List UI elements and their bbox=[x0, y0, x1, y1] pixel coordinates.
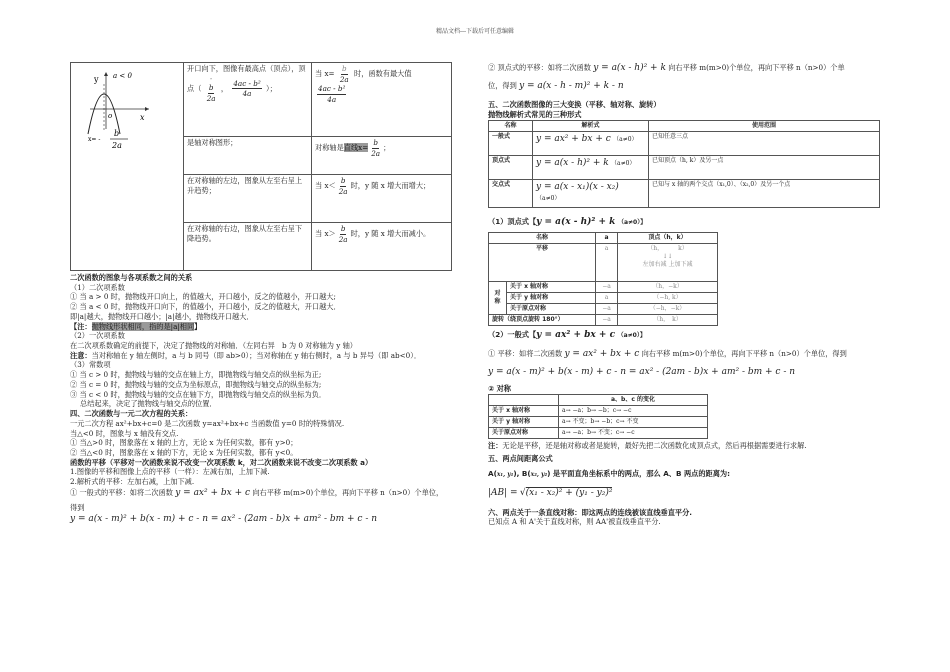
graph-y-axis-label: y bbox=[94, 75, 99, 84]
row1-right-cell bbox=[312, 63, 452, 137]
distance-formula: |AB| = √(x₁ - x₂)² + (y₁ - y₂)² bbox=[488, 488, 613, 499]
left-body bbox=[70, 273, 452, 525]
form-intercept-use: 已知与 x 轴的两个交点（x₁,0）、（x₂,0）及另一个点 bbox=[649, 179, 880, 207]
vt-row-translate-v: （h， k） ↓↓ 左加右减 上加下减 bbox=[618, 244, 718, 282]
vt-row-xsym-v: （h，−k） bbox=[618, 282, 718, 293]
row3-right-cell bbox=[312, 175, 452, 223]
vertex-trans-line-2: 位，得到 y = a(x - h - m)² + k - n bbox=[488, 81, 624, 92]
vt-group-sym: 对称 bbox=[489, 282, 507, 315]
eq-line-2: 当△<0 时，图象与 x 轴没有交点. bbox=[70, 428, 179, 438]
section-title-translation: 函数的平移（平移对一次函数来说不改变一次项系数 k，对二次函数来说不改变二次项系数 a） bbox=[70, 457, 373, 467]
trans-line-2: 2.解析式的平移：左加右减，上加下减. bbox=[70, 477, 195, 487]
vt-row-osym-v: （−h，−k） bbox=[618, 304, 718, 315]
row4-right-b: 时，y 随 x 增大而减小。 bbox=[350, 229, 431, 239]
vt-row-translate: 平移 bbox=[489, 244, 596, 282]
graph-axis-den: 2a bbox=[112, 141, 122, 150]
row1-right-b: 时，函数有最大值 bbox=[354, 69, 412, 79]
page-header: 精品文档---下载后可任意编辑 bbox=[435, 28, 515, 35]
vt-row-xsym: 关于 x 轴对称 bbox=[507, 282, 596, 293]
vt-row-ysym-v: （−h, k） bbox=[618, 293, 718, 304]
vt-row-ysym: 关于 y 轴对称 bbox=[507, 293, 596, 304]
st-row-y-v: a→ 不变；b→ −b；c→ 不变 bbox=[559, 416, 708, 427]
symmetric-points-line: 已知点 A 和 A'关于直线对称，则 AA'被直线垂直平分. bbox=[488, 517, 661, 527]
st-row-o-v: a→ −a；b→ 不变；c→ −c bbox=[559, 427, 708, 438]
section-title-transforms: 五、二次函数图像的三大变换（平移、轴对称、旋转） bbox=[488, 100, 661, 110]
row1-text: 开口向下，图像有最高点（顶点），顶点（ bbox=[187, 64, 306, 93]
transform-note: 注：无论是平移，还是轴对称或者是旋转，最好先把二次函数化成顶点式，然后再根据需要进行求解. bbox=[488, 440, 807, 450]
max-y-fraction: $\frac{\text{4ac - b²}}{4a}$ bbox=[318, 84, 346, 105]
form-intercept-name: 交点式 bbox=[489, 179, 533, 207]
vertex-trans-line-1: ② 顶点式的平移：如将二次函数 y = a(x - h)² + k 向右平移 m(m>0)个单位，再向下平移 n（n>0）个单 bbox=[488, 63, 845, 73]
parabola-property-table bbox=[70, 62, 452, 271]
form-intercept-expr: y = a(x - x₁)(x - x₂) （a≠0） bbox=[533, 179, 649, 207]
st-row-x-v: a→ −a；b→ −b；c→ −c bbox=[559, 405, 708, 416]
right-column bbox=[488, 62, 880, 527]
st-head-empty bbox=[489, 394, 559, 405]
vt-head-a: a bbox=[596, 232, 618, 243]
vt-head-vertex: 顶点（h，k） bbox=[618, 232, 718, 243]
vt-row-osym-a: −a bbox=[596, 304, 618, 315]
vertex-y-fraction: $\frac{\text{4ac - b²}}{4a}$ bbox=[233, 78, 261, 99]
section-title-symmetric-points: 六、两点关于一条直线对称：即这两点的连线被该直线垂直平分. bbox=[488, 507, 692, 517]
subsection-constant: （3）常数项 bbox=[70, 360, 111, 370]
graph-axis-prefix: x= - bbox=[88, 136, 101, 143]
st-row-o: 关于原点对称 bbox=[489, 427, 559, 438]
form-general-expr: y = ax² + bx + c （a≠0） bbox=[533, 131, 649, 155]
forms-head-use: 使用范围 bbox=[649, 120, 880, 131]
graph-x-axis-label: x bbox=[140, 113, 145, 122]
axis-fraction: $\frac{b}{2a}$ bbox=[371, 138, 381, 158]
vt-row-translate-a: a bbox=[596, 244, 618, 282]
vt-row-rotate-a: −a bbox=[596, 315, 618, 326]
row1-left-cell bbox=[184, 63, 312, 137]
distance-desc: A(x₁, y₁), B(x₂, y₂) 是平面直角坐标系中的两点，那么 A、B 两点的距离为: bbox=[488, 469, 730, 479]
const-line-2: ② 当 c = 0 时，抛物线与轴的交点为坐标原点，即抛物线与轴交点的纵坐标为; bbox=[70, 379, 322, 389]
symmetry-title: ② 对称 bbox=[488, 383, 511, 393]
section-title-equation: 四、二次函数与一元二次方程的关系： bbox=[70, 409, 193, 419]
row4-right-a: 当 x＞ bbox=[315, 229, 336, 239]
trans-line-1: 1.图像的平移和图像上点的平移（一样）：左减右加，上加下减. bbox=[70, 467, 270, 477]
row2-left-cell: 是轴对称图形； bbox=[184, 137, 312, 175]
trans-line-3: ① 一般式的平移：如将二次函数 y = ax² + bx + c 向右平移 m(m>0)个单位，再向下平移 n（n>0）个单位， bbox=[70, 487, 444, 498]
row1-right-a: 当 x= bbox=[315, 69, 335, 79]
eq-line-1: 一元二次方程 ax²+bx+c=0 是二次函数 y=ax²+bx+c 当函数值 y=0 时的特殊情况. bbox=[70, 418, 345, 428]
form-vertex-name: 顶点式 bbox=[489, 155, 533, 179]
forms-head-name: 名称 bbox=[489, 120, 533, 131]
row4-left-cell: 在对称轴的右边，图象从左至右呈下降趋势。 bbox=[184, 223, 312, 271]
general-form-title: （2）一般式【y = ax² + bx + c （a≠0）】 bbox=[488, 330, 646, 341]
row2-highlight: 直线x= bbox=[343, 143, 369, 153]
graph-a-label: a < 0 bbox=[113, 72, 132, 80]
right-side-fraction: $\frac{b}{2a}$ bbox=[338, 224, 348, 244]
graph-cell bbox=[71, 63, 184, 271]
eq-line-3: ① 当△>0 时，图象落在 x 轴的上方，无论 x 为任何实数，都有 y>0； bbox=[70, 438, 298, 448]
row2-right-b: ； bbox=[383, 143, 391, 153]
trans-formula: y = a(x - m)² + b(x - m) + c - n = ax² - (2am - b)x + am² - bm + c - n bbox=[70, 513, 378, 524]
subsection-quadratic-coef: （1）二次项系数 bbox=[70, 282, 125, 292]
st-row-y: 关于 y 轴对称 bbox=[489, 416, 559, 427]
forms-head-expr: 解析式 bbox=[533, 120, 649, 131]
vertex-transform-table bbox=[488, 232, 718, 326]
row2-right-cell bbox=[312, 137, 452, 175]
coef-line-1: ① 当 a > 0 时，抛物线开口向上，的值越大，开口越小，反之的值越小，开口越大; bbox=[70, 292, 336, 302]
section-title-coefficients: 二次函数的图象与各项系数之间的关系 bbox=[70, 273, 193, 282]
vertex-form-title: （1）顶点式【y = a(x - h)² + k （a≠0）】 bbox=[488, 216, 647, 227]
vt-row-rotate: 旋转（绕顶点旋转 180°） bbox=[489, 315, 596, 326]
vertex-x-fraction: - b 2a bbox=[206, 73, 216, 104]
forms-table bbox=[488, 120, 880, 208]
eq-line-4: ② 当△<0 时，图象落在 x 轴的下方，无论 x 为任何实数，都有 y<0。 bbox=[70, 447, 298, 457]
graph-axis-num: b bbox=[114, 129, 120, 138]
st-head-change: a、b、c 的变化 bbox=[559, 394, 708, 405]
coef-line-3: 即|a|越大，抛物线开口越小；|a|越小，抛物线开口越大． bbox=[70, 311, 254, 321]
left-column bbox=[70, 62, 452, 525]
trans-line-4: 得到 bbox=[70, 502, 85, 512]
row4-right-cell bbox=[312, 223, 452, 271]
vt-row-rotate-v: （h， k） bbox=[618, 315, 718, 326]
linear-note: 注意：当对称轴在 y 轴左侧时，a 与 b 同号（即 ab>0）；当对称轴在 y 轴右侧时，a 与 b 异号（即 ab<0）． bbox=[70, 350, 422, 360]
vt-row-xsym-a: −a bbox=[596, 282, 618, 293]
general-trans-formula: y = a(x - m)² + b(x - m) + c - n = ax² - (2am - b)x + am² - bm + c - n bbox=[488, 366, 796, 377]
note-shape: 【注：抛物线形状相同，指的是|a|相同】 bbox=[70, 321, 202, 331]
general-trans-line: ① 平移：如将二次函数 y = ax² + bx + c 向右平移 m(m>0)个单位，再向下平移 n（n>0）个单位，得到 bbox=[488, 348, 847, 359]
left-side-fraction: $\frac{b}{2a}$ bbox=[338, 176, 348, 196]
const-summary: 总结起来，决定了抛物线与轴交点的位置． bbox=[80, 399, 217, 409]
vt-row-ysym-a: a bbox=[596, 293, 618, 304]
const-line-1: ① 当 c > 0 时，抛物线与轴的交点在轴上方，即抛物线与轴交点的纵坐标为正; bbox=[70, 370, 322, 380]
st-row-x: 关于 x 轴对称 bbox=[489, 405, 559, 416]
section-subtitle-forms: 抛物线解析式常见的三种形式 bbox=[488, 110, 582, 119]
symmetry-table bbox=[488, 394, 708, 439]
graph-origin-label: o bbox=[108, 112, 113, 120]
coef-line-2: ② 当 a < 0 时，抛物线开口向下，的值越小，开口越小，反之的值越大，开口越大． bbox=[70, 302, 341, 312]
linear-line-1: 在二次项系数确定的前提下，决定了抛物线的对称轴．（左同右异 b 为 0 对称轴为 y 轴） bbox=[70, 341, 357, 351]
row3-right-b: 时，y 随 x 增大而增大； bbox=[350, 181, 431, 191]
section-title-distance: 五、两点间距离公式 bbox=[488, 453, 553, 463]
row3-right-a: 当 x＜ bbox=[315, 181, 336, 191]
form-general-use: 已知任意三点 bbox=[649, 131, 880, 155]
vt-row-osym: 关于原点对称 bbox=[507, 304, 596, 315]
row1-end: ）； bbox=[266, 83, 277, 93]
row2-right-a: 对称轴是 bbox=[315, 143, 344, 153]
form-vertex-expr: y = a(x - h)² + k （a≠0） bbox=[533, 155, 649, 179]
row1-comma: ， bbox=[220, 83, 229, 93]
form-vertex-use: 已知顶点（h, k）及另一点 bbox=[649, 155, 880, 179]
parabola-graph bbox=[74, 64, 180, 254]
subsection-linear-coef: （2）一次项系数 bbox=[70, 331, 125, 341]
row3-left-cell: 在对称轴的左边，图象从左至右呈上升趋势； bbox=[184, 175, 312, 223]
const-line-3: ③ 当 c < 0 时，抛物线与轴的交点在轴下方，即抛物线与轴交点的纵坐标为负． bbox=[70, 389, 327, 399]
max-x-fraction: $\frac{b}{2a}$ bbox=[339, 64, 349, 84]
vt-head-name: 名称 bbox=[489, 232, 596, 243]
form-general-name: 一般式 bbox=[489, 131, 533, 155]
